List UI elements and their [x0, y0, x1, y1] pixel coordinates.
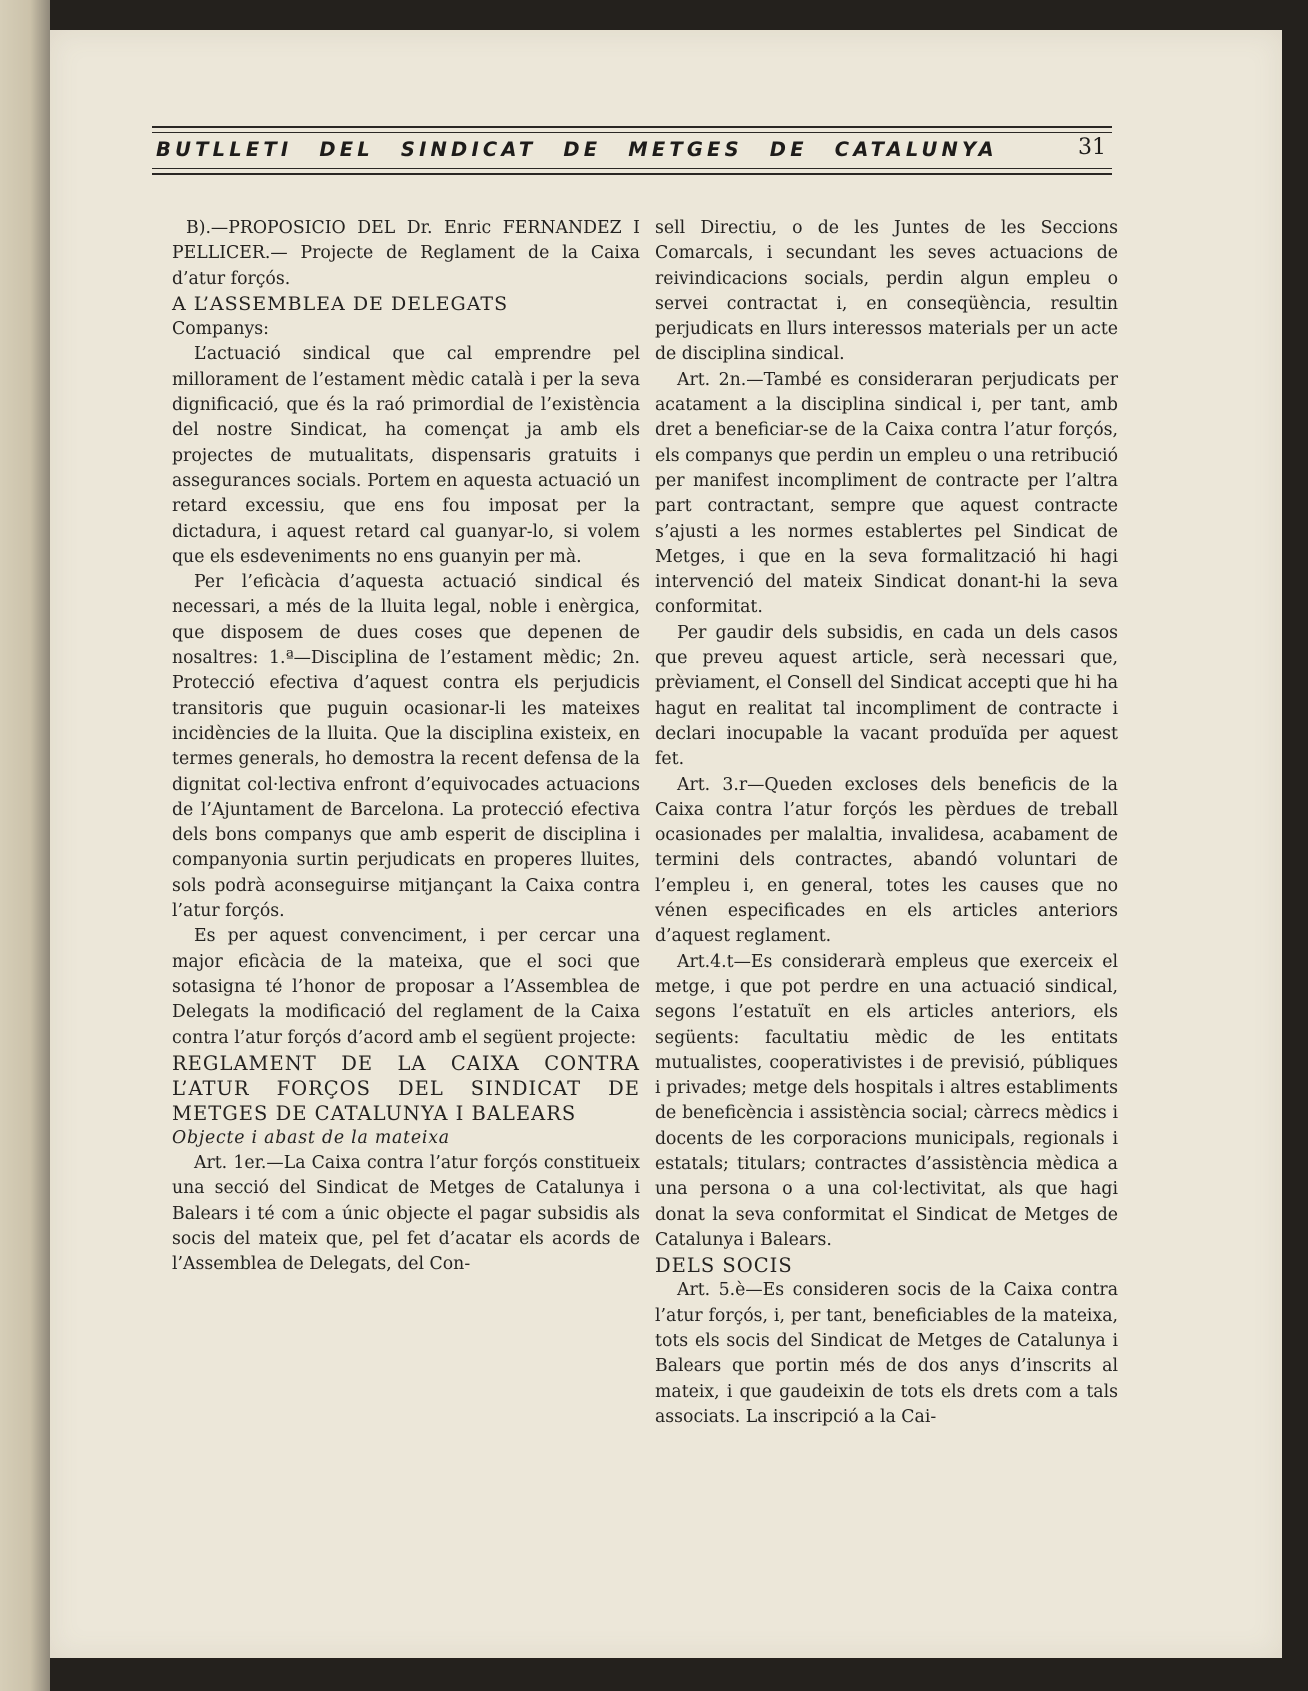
page-number: 31: [1078, 135, 1106, 160]
article-4: Art.4.t—Es considerarà empleus que exerceix el metge, i que pot perdre en una actuació sindical, segons l’estatuït en els articles anteriors, els següents: facultatiu mèdic de les entitats mutualistes, cooperativistes i de previsió, públiques i privades; metge dels hospitals i altres establiments de beneficència i assistència social; càrrecs mèdics i docents de les corporacions municipals, regionals i estatals; titulars; contractes d’assistència mèdica a una persona o a una col·lectivitat, als que hagi donat la seva conformitat el Sindicat de Metges de Catalunya i Balears.: [655, 951, 1118, 1250]
article-2: Art. 2n.—També es consideraran perjudicats per acatament a la disciplina sindical i, per tant, amb dret a beneficiar-se de la Caixa contra l’atur forçós, els companys que perdin un empleu o una retribució per manifest incompliment de contracte per l’altra part contractant, sempre que aquest contracte s’ajusti a les normes establertes pel Sindicat de Metges, i que en la seva formalització hi hagi intervenció del mateix Sindicat donant-hi la seva conformitat.: [655, 369, 1118, 618]
right-column: [655, 216, 1118, 1430]
header-rule-bottom: [152, 173, 1112, 175]
heading-reglament: REGLAMENT DE LA CAIXA CONTRA L’ATUR FORÇOS DEL SINDICAT DE METGES DE CATALUNYA I BALEARS: [172, 1051, 640, 1125]
proposal-intro: B).—PROPOSICIO DEL Dr. Enric FERNANDEZ I PELLICER.— Projecte de Reglament de la Caixa d’atur forçós.: [172, 218, 640, 289]
header-rule-top-thin: [152, 132, 1112, 133]
article-1-continuation: sell Directiu, o de les Juntes de les Seccions Comarcals, i secundant les seves actuacions de reivindicacions socials, perdin algun empleu o servei contractat i, en conseqüència, resultin perjudicats en llurs interessos materials per un acte de disciplina sindical.: [655, 218, 1118, 365]
body-paragraph: Per gaudir dels subsidis, en cada un dels casos que preveu aquest article, serà necessari que, prèviament, el Consell del Sindicat accepti que hi ha hagut en realitat tal incompliment de contracte i declari inocupable la vacant produïda per aquest fet.: [655, 622, 1118, 770]
running-header: [152, 126, 1112, 184]
previous-page-edge: [0, 0, 50, 1691]
article-1: Art. 1er.—La Caixa contra l’atur forçós constitueix una secció del Sindicat de Metges de Catalunya i Balears i té com a únic objecte el pagar subsidis als socis del mateix que, pel fet d’acatar els acords de l’Assemblea de Delegats, del Con-: [172, 1153, 640, 1275]
heading-assembly: A L’ASSEMBLEA DE DELEGATS: [172, 292, 509, 315]
heading-socis: DELS SOCIS: [655, 1254, 793, 1278]
left-column: [172, 216, 640, 1278]
body-paragraph: Es per aquest convenciment, i per cercar una major eficàcia de la mateixa, que el soci que sotasigna té l’honor de proposar a l’Assemblea de Delegats la modificació del reglament de la Caixa contra l’atur forçós d’acord amb el següent projecte:: [172, 926, 640, 1048]
body-paragraph: L’actuació sindical que cal emprendre pel millorament de l’estament mèdic català i per la seva dignificació, que és la raó primordial de l’existència del nostre Sindicat, ha començat ja amb els projectes de mutualitats, dispensaris gratuits i assegurances socials. Portem en aquesta actuació un retard excessiu, que ens fou imposat per la dictadura, i aquest retard cal guanyar-lo, si volem que els esdeveniments no ens guanyin per mà.: [172, 344, 640, 567]
body-paragraph: Per l’eficàcia d’aquesta actuació sindical és necessari, a més de la lluita legal, noble i enèrgica, que disposem de dues coses que depenen de nosaltres: 1.ª—Disciplina de l’estament mèdic; 2n. Protecció efectiva d’aquest contra els perjudicis transitoris que puguin ocasionar-li les mateixes incidències de la lluita. Que la disciplina existeix, en termes generals, ho demostra la recent defensa de la dignitat col·lectiva enfront d’equivocades actuacions de l’Ajuntament de Barcelona. La protecció efectiva dels bons companys que amb esperit de disciplina i companyonia surtin perjudicats en properes lluites, sols podrà aconseguirse mitjançant la Caixa contra l’atur forçós.: [172, 572, 640, 922]
journal-title: BUTLLETI DEL SINDICAT DE METGES DE CATALUNYA: [156, 138, 998, 161]
article-3: Art. 3.r—Queden excloses dels beneficis de la Caixa contra l’atur forçós les pèrdues de treball ocasionades per malaltia, invalidesa, acabament de termini dels contractes, abandó voluntari de l’empleu i, en general, totes les causes que no vénen especificades en els articles anteriors d’aquest reglament.: [655, 774, 1118, 947]
header-rule-bottom-thin: [152, 168, 1112, 169]
subheading-objecte: Objecte i abast de la mateixa: [172, 1127, 450, 1148]
header-rule-top: [152, 126, 1112, 128]
article-5: Art. 5.è—Es consideren socis de la Caixa contra l’atur forçós, i, per tant, beneficiables de la mateixa, tots els socis del Sindicat de Metges de Catalunya i Balears que portin més de dos anys d’inscrits al mateix, i que gaudeixin de tots els drets com a tals associats. La inscripció a la Cai-: [655, 1280, 1118, 1427]
salutation: Companys:: [172, 319, 269, 340]
